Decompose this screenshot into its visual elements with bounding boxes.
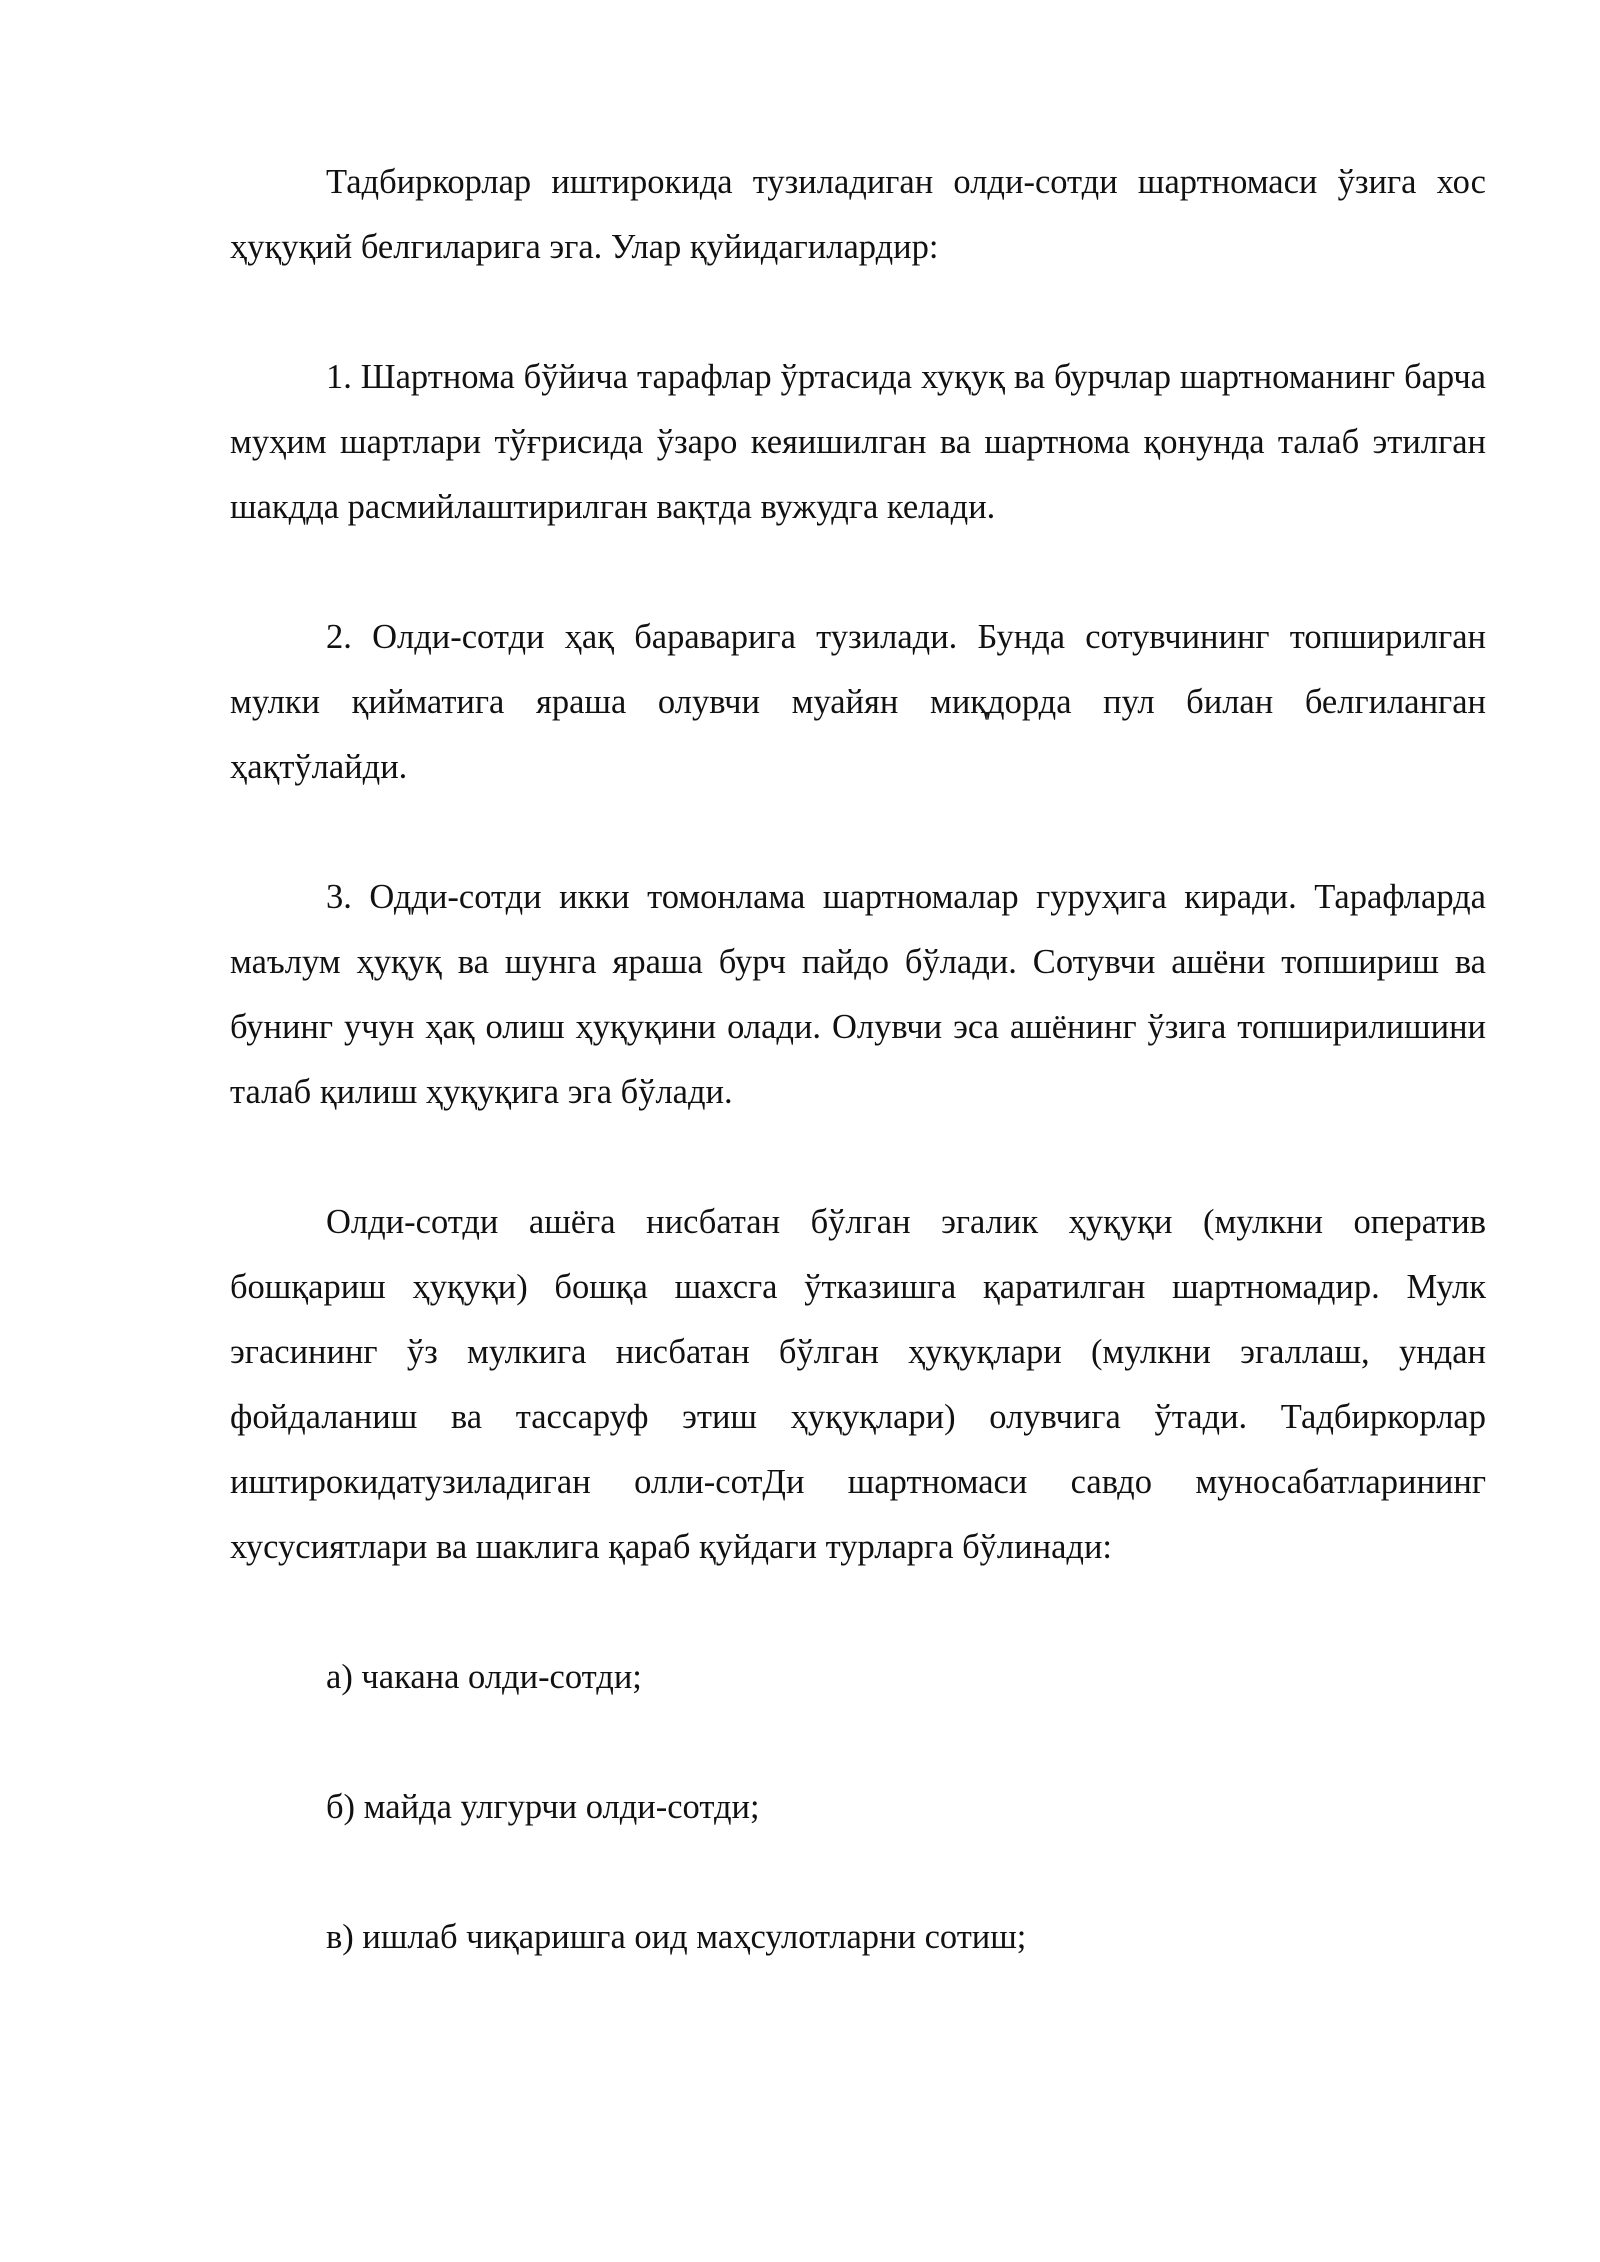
paragraph-gap	[230, 1125, 1486, 1190]
paragraph-gap	[230, 540, 1486, 605]
list-item-b: б) майда улгурчи олди-сотди;	[326, 1788, 760, 1826]
paragraph-gap	[230, 1580, 1486, 1645]
paragraph-gap	[230, 1840, 1486, 1905]
paragraph-point-2: 2. Олди-сотди ҳақ бараварига тузилади. Бунда сотувчининг топширилган мулки қийматига яраша олувчи муайян миқдорда пул билан белгиланган ҳақтўлайди.	[230, 618, 1486, 786]
paragraph-gap	[230, 1710, 1486, 1775]
paragraph-point-1: 1. Шартнома бўйича тарафлар ўртасида хуқуқ ва бурчлар шартноманинг барча муҳим шартлари тўғрисида ўзаро кеяишилган ва шартнома қонунда талаб этилган шакдда расмийлаштирилган вақтда вужудга келади.	[230, 358, 1486, 526]
paragraph-gap	[230, 800, 1486, 865]
paragraph-intro: Тадбиркорлар иштирокида тузиладиган олди-сотди шартномаси ўзига хос ҳуқуқий белгиларига эга. Улар қуйидагилардир:	[230, 163, 1486, 266]
list-item-c: в) ишлаб чиқаришга оид маҳсулотларни сотиш;	[326, 1918, 1027, 1956]
list-item-a: а) чакана олди-сотди;	[326, 1658, 642, 1696]
paragraph-definition: Олди-сотди ашёга нисбатан бўлган эгалик ҳуқуқи (мулкни оператив бошқариш ҳуқуқи) бошқа шахсга ўтказишга қаратилган шартномадир. Мулк эгасининг ўз мулкига нисбатан бўлган ҳуқуқлари (мулкни эгаллаш, ундан фойдаланиш ва тассаруф этиш ҳуқуқлари) олувчига ўтади. Тадбиркорлар иштирокидатузиладиган олли-сотДи шартномаси савдо муносабатларининг хусусиятлари ва шаклига қараб қуйдаги турларга бўлинади:	[230, 1203, 1486, 1566]
paragraph-point-3: 3. Одди-сотди икки томонлама шартномалар гуруҳига киради. Тарафларда маълум ҳуқуқ ва шунга яраша бурч пайдо бўлади. Сотувчи ашёни топшириш ва бунинг учун ҳақ олиш ҳуқуқини олади. Олувчи эса ашёнинг ўзига топширилишини талаб қилиш ҳуқуқига эга бўлади.	[230, 878, 1486, 1111]
document-body	[230, 150, 1486, 1970]
paragraph-gap	[230, 280, 1486, 345]
